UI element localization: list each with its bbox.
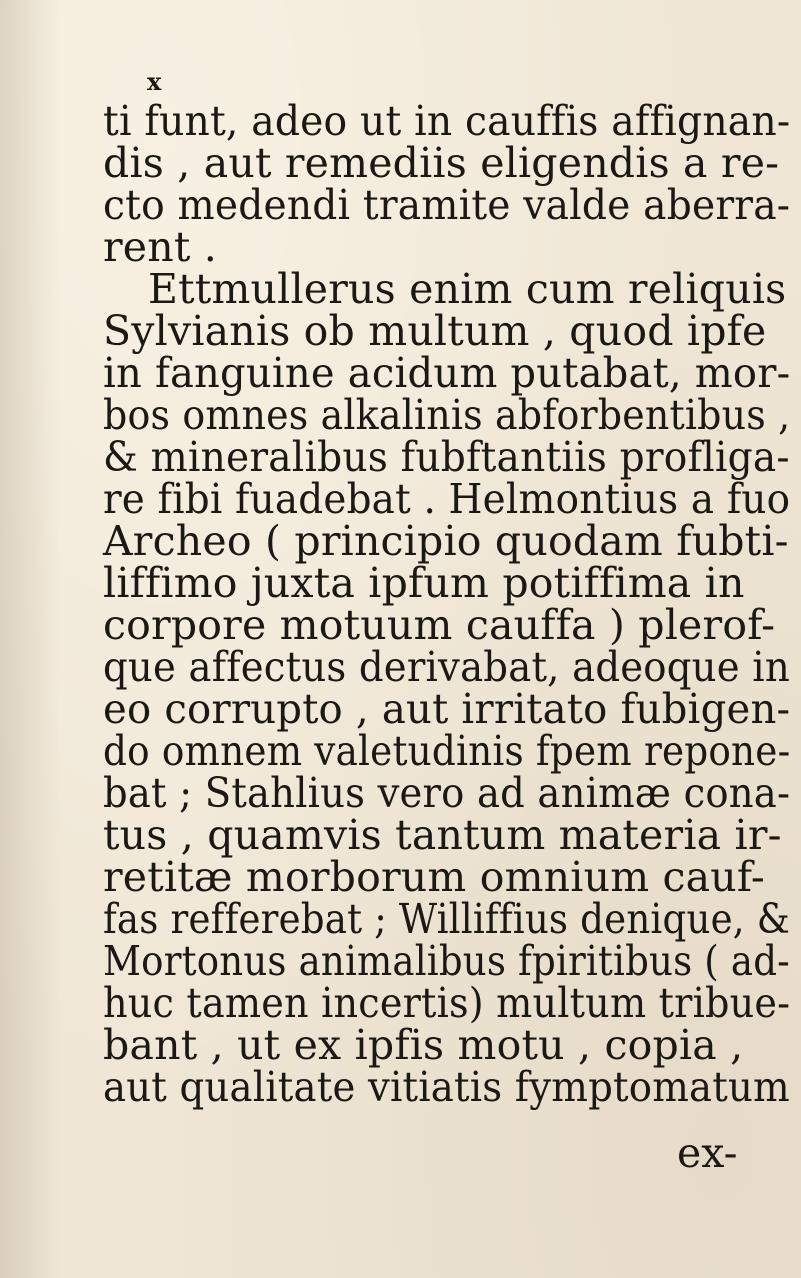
text-line: do omnem valetudinis fpem repone- [103,727,791,775]
text-line: retitæ morborum omnium cauf- [103,853,765,901]
text-line: bant , ut ex ipfis motu , copia , [103,1021,744,1069]
text-line: Sylvianis ob multum , quod ipfe [103,307,767,355]
text-line: dis , aut remediis eligendis a re- [103,139,780,187]
text-line: Archeo ( principio quodam fubti- [103,517,789,565]
text-line: Ettmullerus enim cum reliquis [148,265,787,313]
text-line: aut qualitate vitiatis fymptomatum [103,1063,790,1111]
signature-mark: x [147,67,162,96]
text-line: huc tamen incertis) multum tribue- [103,979,791,1027]
text-line: Mortonus animalibus fpiritibus ( ad- [103,937,790,985]
text-line: bos omnes alkalinis abforbentibus , [103,391,791,439]
text-line: & mineralibus fubftantiis profliga- [103,433,790,481]
catchword: ex- [677,1129,738,1177]
text-line: eo corrupto , aut irritato fubigen- [103,685,791,733]
text-line: fas refferebat ; Williffius denique, & [103,895,790,943]
text-line: re fibi fuadebat . Helmontius a fuo [103,475,791,523]
text-line: tus , quamvis tantum materia ir- [103,811,782,859]
text-line: corpore motuum cauffa ) plerof- [103,601,776,649]
page-gutter-shadow [0,0,60,1278]
text-line: rent . [103,223,218,271]
text-line: cto medendi tramite valde aberra- [103,181,791,229]
text-line: liffimo juxta ipfum potiffima in [103,559,745,607]
text-line: bat ; Stahlius vero ad animæ cona- [103,769,791,817]
text-line: ti funt, adeo ut in cauffis affignan- [103,97,791,145]
text-line: que affectus derivabat, adeoque in [103,643,790,691]
text-line: in fanguine acidum putabat, mor- [103,349,791,397]
